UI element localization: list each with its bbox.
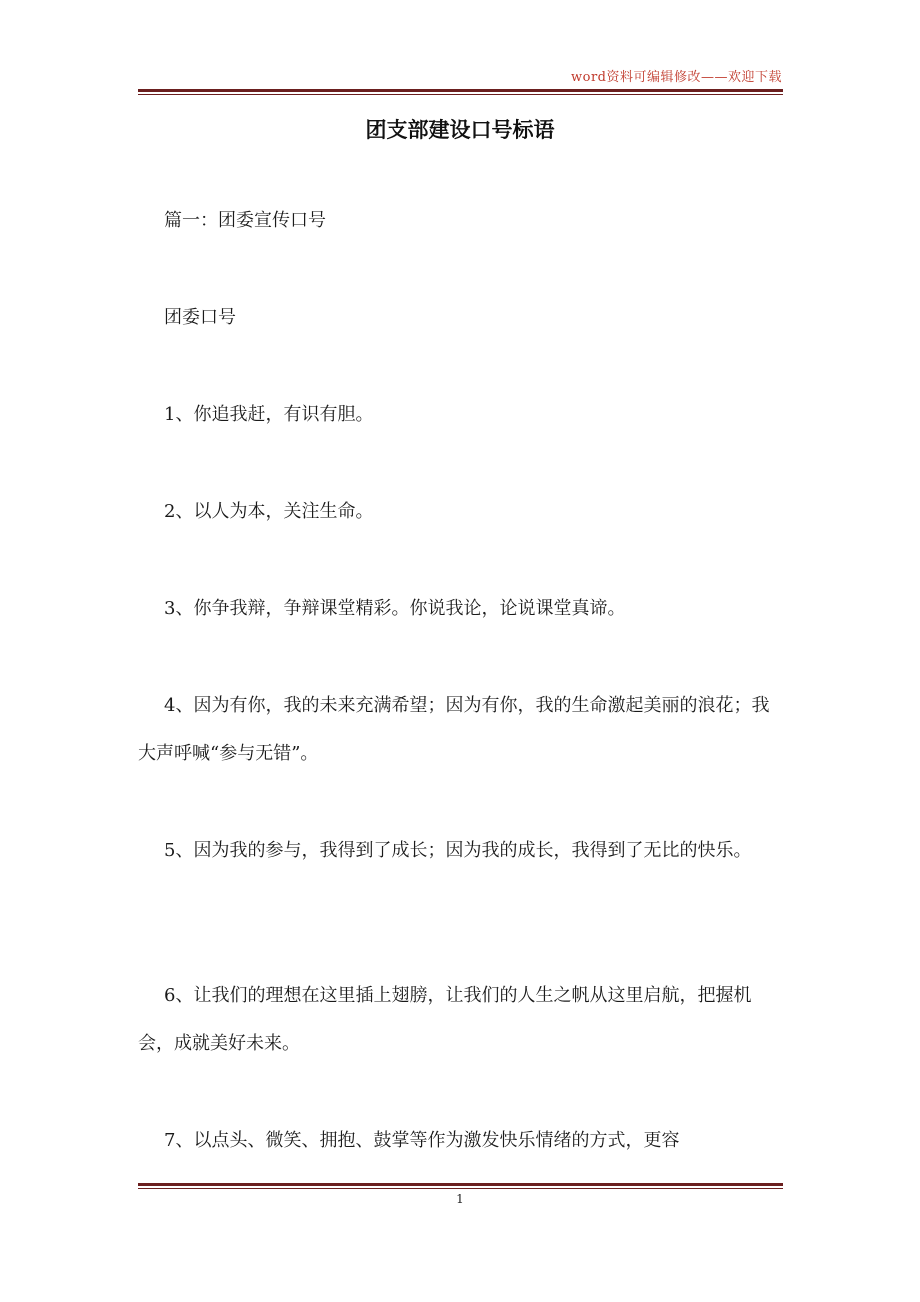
- paragraph: 6、让我们的理想在这里插上翅膀，让我们的人生之帆从这里启航，把握机会，成就美好未来。: [138, 985, 752, 1054]
- paragraph: 5、因为我的参与，我得到了成长；因为我的成长，我得到了无比的快乐。: [164, 840, 752, 861]
- paragraph: 团委口号: [164, 307, 236, 328]
- page-number: 1: [456, 1192, 464, 1206]
- paragraph: 篇一：团委宣传口号: [164, 210, 326, 231]
- footer-divider: [138, 1183, 783, 1189]
- header-divider: [138, 89, 783, 95]
- paragraph: 7、以点头、微笑、拥抱、鼓掌等作为激发快乐情绪的方式，更容: [164, 1130, 680, 1151]
- paragraph: 1、你追我赶，有识有胆。: [164, 404, 374, 425]
- paragraph: 2、以人为本，关注生命。: [164, 501, 374, 522]
- paragraph: 3、你争我辩，争辩课堂精彩。你说我论，论说课堂真谛。: [164, 598, 626, 619]
- paragraph: 4、因为有你，我的未来充满希望；因为有你，我的生命激起美丽的浪花；我大声呼喊“参与无错”。: [138, 695, 770, 764]
- header-note: word资料可编辑修改——欢迎下载: [571, 70, 782, 85]
- document-title: 团支部建设口号标语: [365, 118, 555, 142]
